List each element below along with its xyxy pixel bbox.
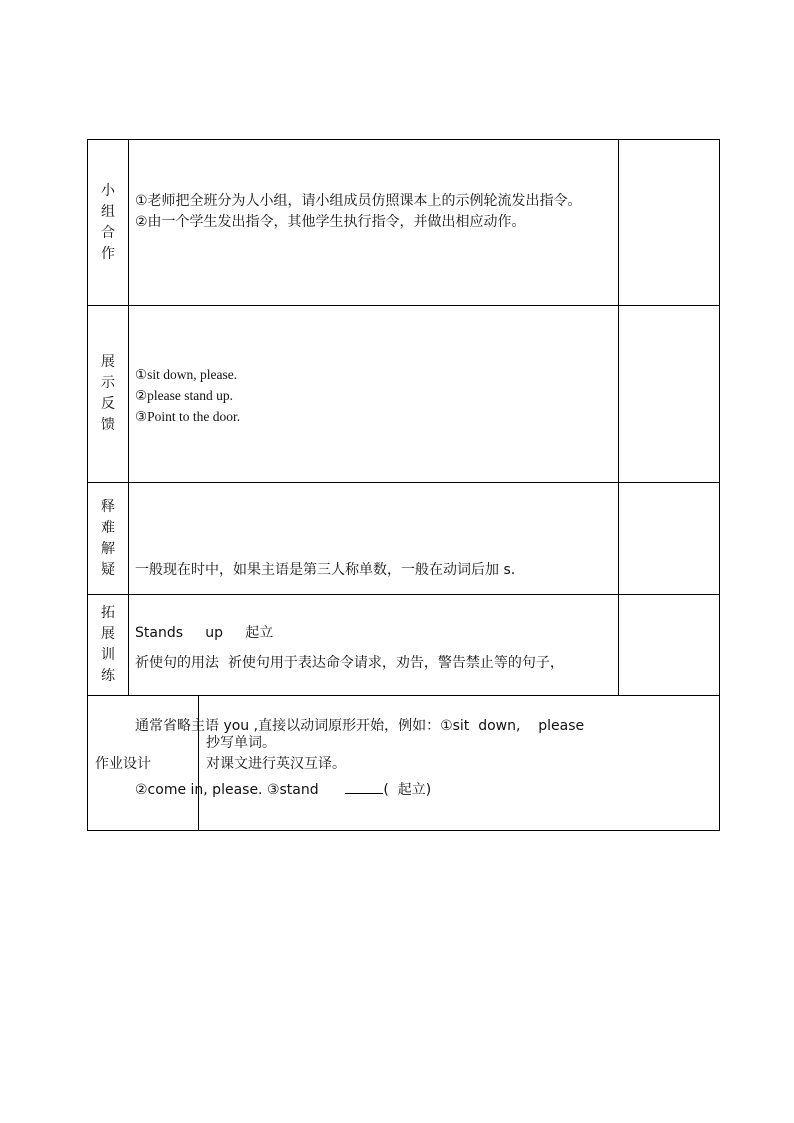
row-label: 小 组 合 作 <box>101 182 115 262</box>
content-line: 对课文进行英汉互译。 <box>206 756 346 772</box>
row-notes-cell <box>619 595 719 695</box>
row-label-cell <box>88 140 129 305</box>
content-line: ③Point to the door. <box>135 409 241 424</box>
content-line: 通常省略主语 you ,直接以动词原形开始，例如：①sit down, please <box>135 718 585 734</box>
row-label: 展 示 反 馈 <box>101 354 115 433</box>
content-line: ②please stand up. <box>135 388 233 403</box>
row-label: 拓 展 训 练 <box>101 605 115 684</box>
row-label: 释 难 解 疑 <box>101 498 115 578</box>
table-row <box>87 305 720 482</box>
homework-label-cell <box>88 696 199 830</box>
table-row <box>87 139 720 305</box>
row-notes-cell <box>619 306 719 482</box>
homework-label: 作业设计 <box>95 756 151 772</box>
content-line: ①老师把全班分为人小组，请小组成员仿照课本上的示例轮流发出指令。 <box>135 193 582 209</box>
content-line: ②由一个学生发出指令，其他学生执行指令，并做出相应动作。 <box>135 214 526 230</box>
row-notes-cell <box>619 483 719 594</box>
table-row <box>87 482 720 641</box>
row-notes-cell <box>619 140 719 305</box>
row-label-cell <box>88 483 129 594</box>
content-line: 祈使句的用法 祈使句用于表达命令请求，劝告，警告禁止等的句子， <box>135 655 564 671</box>
row-content-cell <box>129 306 619 482</box>
row-label-cell <box>88 306 129 482</box>
row-content-cell <box>129 483 619 641</box>
homework-row <box>87 695 720 831</box>
row-content-cell <box>129 140 619 305</box>
row-label-cell <box>88 595 129 695</box>
content-line: 一般现在时中，如果主语是第三人称单数，一般在动词后加 s. <box>135 562 516 578</box>
lesson-plan-table <box>87 139 720 831</box>
content-line: ②come in, please. ③stand ( 起立) <box>135 779 612 801</box>
content-line: Stands up 起立 <box>135 625 274 641</box>
content-line: ①sit down, please. <box>135 367 238 382</box>
content-line: 抄写单词。 <box>206 735 276 751</box>
homework-content-cell <box>199 696 719 830</box>
